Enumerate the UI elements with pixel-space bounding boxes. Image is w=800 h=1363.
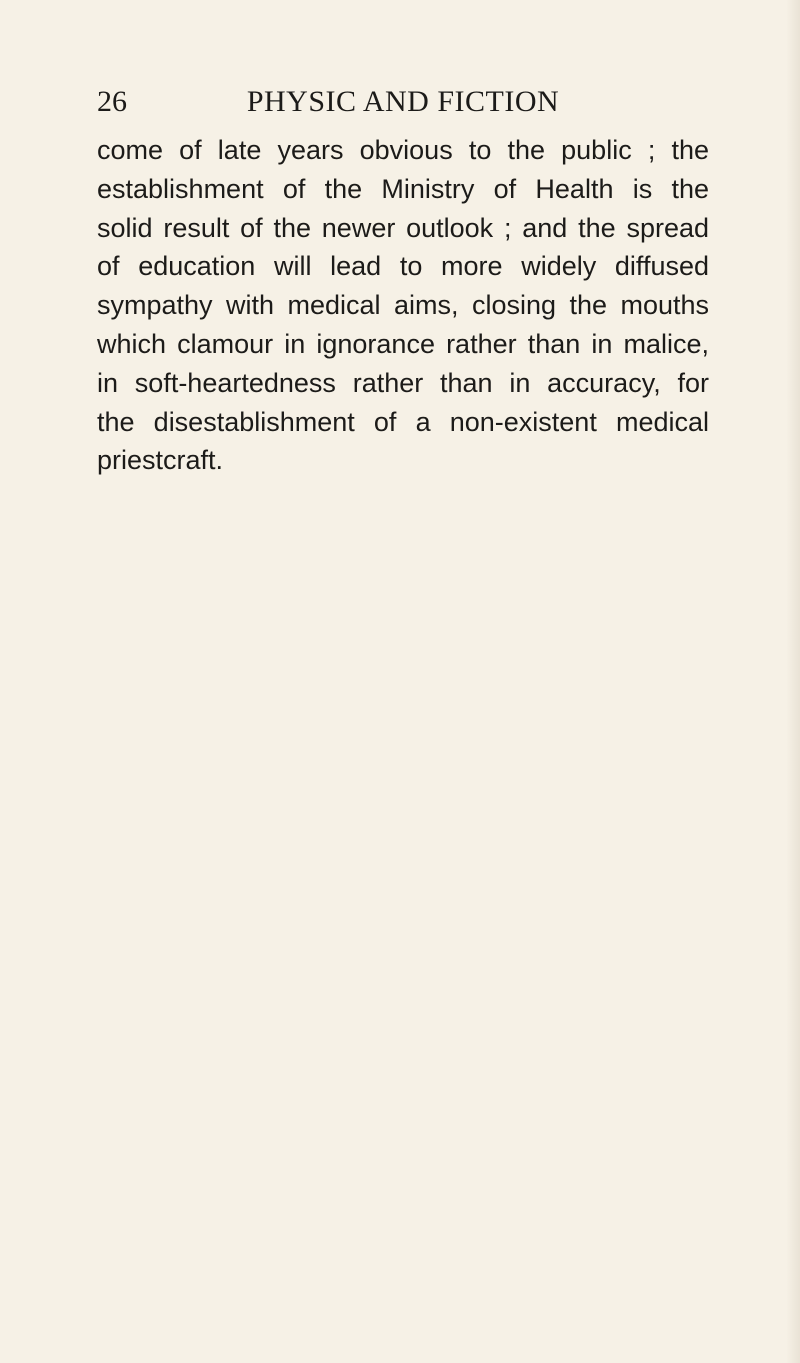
text-line: which clamour in ignorance rather than in malice, bbox=[97, 328, 709, 359]
text-line: the disestablishment of a non-existent medical bbox=[97, 406, 709, 437]
running-head bbox=[97, 82, 709, 122]
text-line: solid result of the newer outlook ; and the spread bbox=[97, 212, 709, 243]
running-title: PHYSIC AND FICTION bbox=[246, 85, 560, 118]
text-line: priestcraft. bbox=[97, 445, 224, 476]
text-line: sympathy with medical aims, closing the mouths bbox=[97, 290, 709, 321]
page-number: 26 bbox=[97, 85, 127, 118]
page-edge-shadow bbox=[786, 0, 800, 1363]
text-line: come of late years obvious to the public ; the bbox=[97, 135, 709, 165]
body-paragraph bbox=[97, 131, 709, 480]
text-line: establishment of the Ministry of Health is the bbox=[97, 173, 709, 204]
text-line: in soft-heartedness rather than in accuracy, for bbox=[97, 367, 709, 398]
text-line: of education will lead to more widely diffused bbox=[97, 251, 709, 282]
